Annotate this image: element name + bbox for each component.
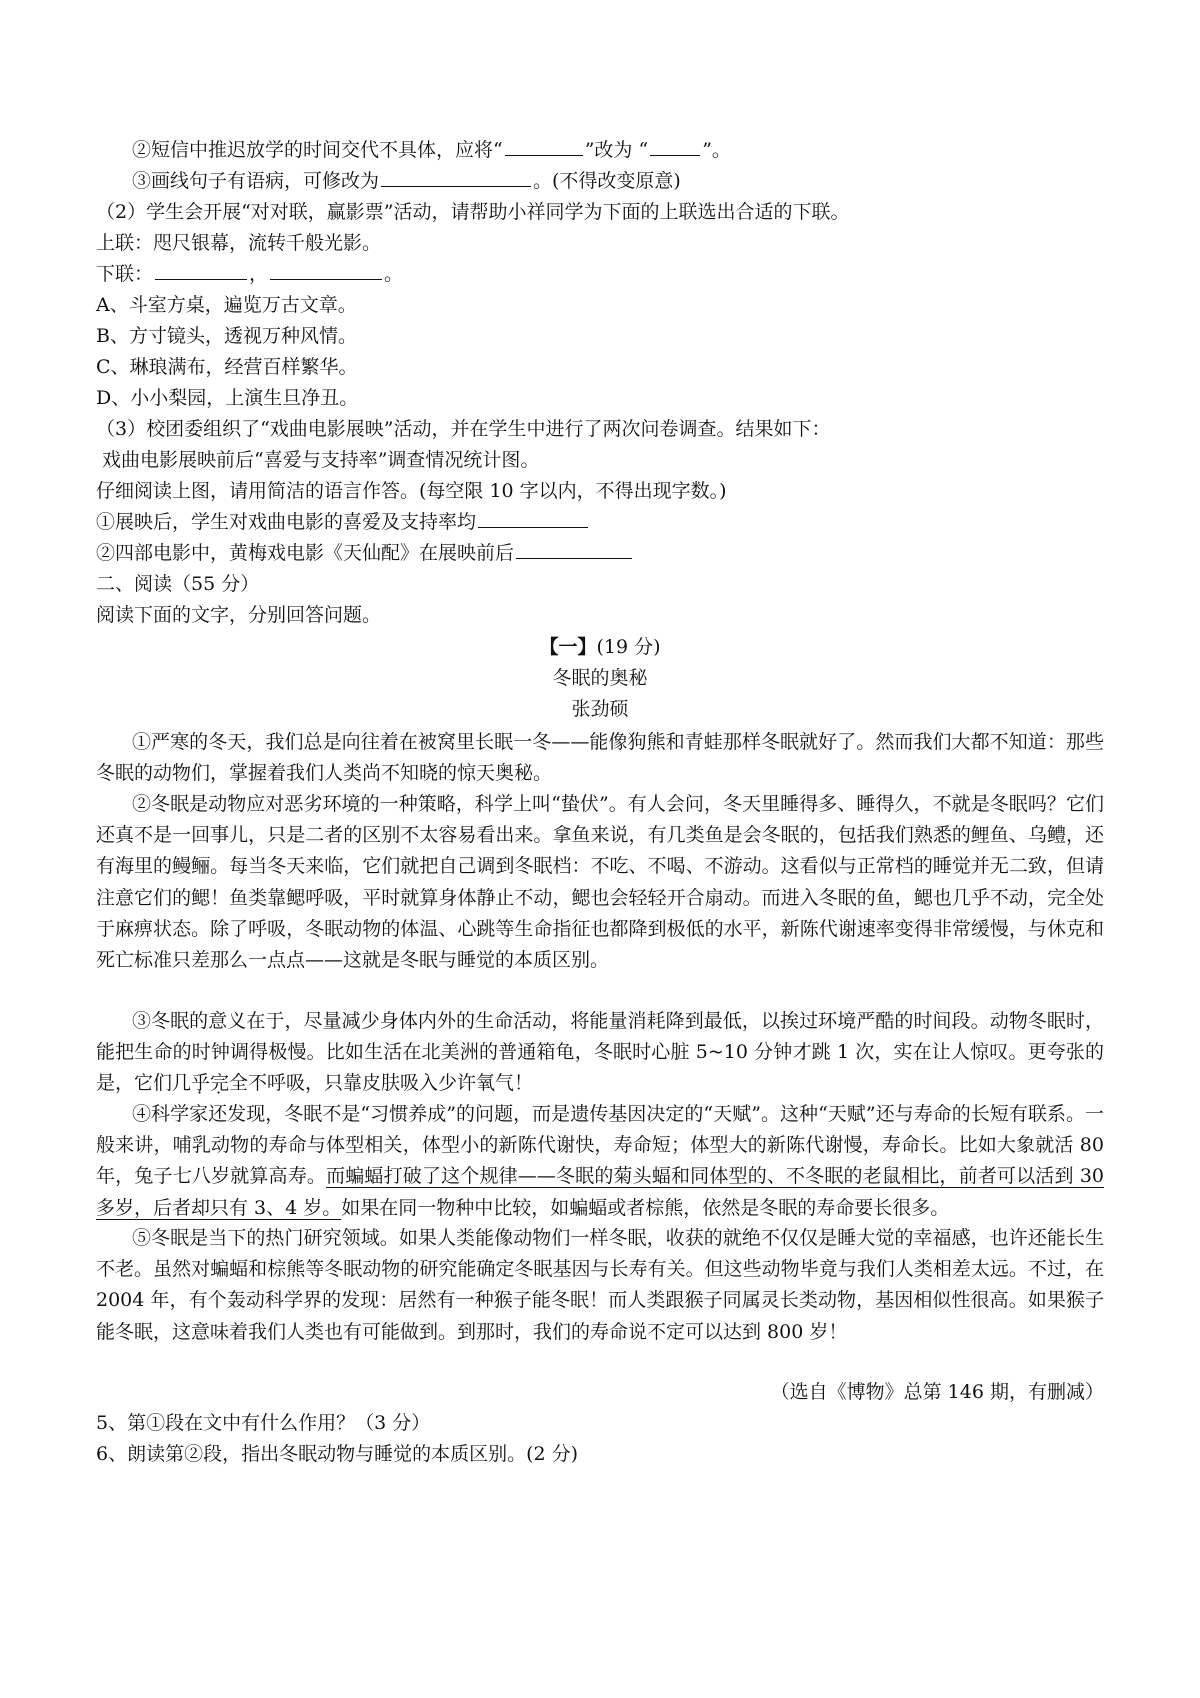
emphasis-char: 几 (172, 1072, 192, 1095)
passage-title: 冬眠的奥秘 (552, 667, 648, 689)
q1-item2-prefix: ②短信中推迟放学的时间交代不具体，应将“ (132, 139, 503, 161)
passage-paragraph-1: ①严寒的冬天，我们总是向往着在被窝里长眠一冬——能像狗熊和青蛙那样冬眠就好了。然而我们大都不知道：那些冬眠的动物们，掌握着我们人类尚不知晓的惊天奥秘。 (96, 731, 1104, 785)
q1-item2-suffix: ”。 (702, 139, 731, 161)
q3-instruction: 仔细阅读上图，请用简洁的语言作答。(每空限 10 字以内，不得出现字数。) (96, 480, 727, 502)
answer-blank[interactable] (505, 136, 583, 156)
passage-paragraph-5: ⑤冬眠是当下的热门研究领域。如果人类能像动物们一样冬眠，收获的就绝不仅仅是睡大觉的幸福感，也许还能长生不老。虽然对蝙蝠和棕熊等冬眠动物的研究能确定冬眠基因与长寿有关。但这些动物毕竟与我们人类相差太远。不过，在 2004 年，有个轰动科学界的发现：居然有一种猴子能冬眠！而人类跟猴子同属灵长类动物，基因相似性很高。如果猴子能冬眠，这意味着我们人类也有可能做到。到那时，我们的寿命说不定可以达到 800 岁！ (96, 1227, 1104, 1343)
q2-option-d: D、小小梨园，上演生旦净丑。 (96, 387, 359, 409)
q2-upper-couplet: 上联：咫尺银幕，流转千般光影。 (96, 232, 382, 254)
passage-source: （选自《博物》总第 146 期，有删减） (770, 1381, 1104, 1403)
q2-option-b: B、方寸镜头，透视万种风情。 (96, 325, 357, 347)
answer-blank[interactable] (516, 539, 632, 559)
q2-option-c: C、琳琅满布，经营百样繁华。 (96, 356, 358, 378)
q1-item2-line (132, 136, 731, 164)
q1-item2-middle: ”改为 “ (584, 139, 649, 161)
passage-author: 张劲硕 (571, 698, 629, 720)
section2-heading: 二、阅读（55 分） (96, 573, 260, 595)
underlined-sentence: 而蝙蝠打破了这个规律——冬眠的菊头蝠和同体型的、不冬眠的老鼠相比，前者可以活到 30 多岁，后者却只有 3、4 岁。 (96, 1165, 1104, 1219)
q1-item3-line (132, 167, 681, 195)
q3-item2-text: ②四部电影中，黄梅戏电影《天仙配》在展映前后 (96, 542, 515, 564)
q2-lower-prefix: 下联： (96, 263, 154, 285)
p3-text-a: ③冬眠的意义在于，尽量减少身体内外的生命活动，将能量消耗降到最低，以挨过环境严酷的时间段。动物冬眠时，能把生命的时钟调得极慢。比如生活在北美洲的普通箱龟，冬眠时心脏 5~10 分钟才跳 1 次，实在让人惊叹。更夸张的是，它们 (96, 1010, 1104, 1095)
passage-part-number: 【一】 (539, 636, 597, 658)
answer-blank[interactable] (478, 508, 588, 528)
q1-item3-prefix: ③画线句子有语病，可修改为 (132, 170, 380, 192)
emphasis-char: 乎 (191, 1072, 211, 1095)
q3-intro: （3）校团委组织了“戏曲电影展映”活动，并在学生中进行了两次问卷调查。结果如下： (96, 418, 831, 440)
p4-text-b: 如果在同一物种中比较，如蝙蝠或者棕熊，依然是冬眠的寿命要长很多。 (341, 1196, 950, 1219)
passage-part-score: (19 分) (596, 636, 661, 658)
question-6: 6、朗读第②段，指出冬眠动物与睡觉的本质区别。(2 分) (96, 1443, 579, 1465)
answer-blank[interactable] (270, 260, 382, 280)
q2-intro: （2）学生会开展“对对联，赢影票”活动，请帮助小祥同学为下面的上联选出合适的下联。 (96, 201, 850, 223)
q3-item1-text: ①展映后，学生对戏曲电影的喜爱及支持率均 (96, 511, 477, 533)
answer-blank[interactable] (155, 260, 247, 280)
q3-item2 (96, 539, 634, 567)
passage-paragraph-2: ②冬眠是动物应对恶劣环境的一种策略，科学上叫“蛰伏”。有人会问，冬天里睡得多、睡得久，不就是冬眠吗？它们还真不是一回事儿，只是二者的区别不太容易看出来。拿鱼来说，有几类鱼是会冬眠的，包括我们熟悉的鲤鱼、乌鳢，还有海里的鳗鲡。每当冬天来临，它们就把自己调到冬眠档：不吃、不喝、不游动。这看似与正常档的睡觉并无二致，但请注意它们的鳃！鱼类靠鳃呼吸，平时就算身体静止不动，鳃也会轻轻开合扇动。而进入冬眠的鱼，鳃也几乎不动，完全处于麻痹状态。除了呼吸，冬眠动物的体温、心跳等生命指征也都降到极低的水平，新陈代谢速率变得非常缓慢，与休克和死亡标准只差那么一点点——这就是冬眠与睡觉的本质区别。 (96, 793, 1104, 972)
passage-part-label (0, 633, 1200, 661)
q2-lower-couplet (96, 260, 403, 288)
q2-lower-suffix: 。 (384, 263, 404, 285)
q3-item1 (96, 508, 590, 536)
section2-instruction: 阅读下面的文字，分别回答问题。 (96, 604, 382, 626)
p4-text-a: ④科学家还发现，冬眠不是“习惯养成”的问题，而是遗传基因决定的“天赋”。这种“天赋”还与寿命的长短有联系。一般来讲，哺乳动物的寿命与体型相关，体型小的新陈代谢快，寿命短；体型大的新陈代谢慢，寿命长。比如大象就活 80 年，兔子七八岁就算高寿。 (96, 1103, 1104, 1188)
q1-item3-suffix: 。(不得改变原意) (533, 170, 681, 192)
passage-paragraph-4 (96, 1099, 1104, 1224)
q2-lower-comma: ， (249, 263, 269, 285)
q3-chart-caption: 戏曲电影展映前后“喜爱与支持率”调查情况统计图。 (102, 449, 540, 471)
answer-blank[interactable] (650, 136, 700, 156)
question-5: 5、第①段在文中有什么作用？（3 分） (96, 1412, 431, 1434)
passage-paragraph-3 (96, 1006, 1104, 1100)
q2-option-a: A、斗室方桌，遍览万古文章。 (96, 294, 357, 316)
p3-text-b: 完全不呼吸，只靠皮肤吸入少许氧气！ (210, 1072, 534, 1095)
answer-blank[interactable] (381, 167, 531, 187)
